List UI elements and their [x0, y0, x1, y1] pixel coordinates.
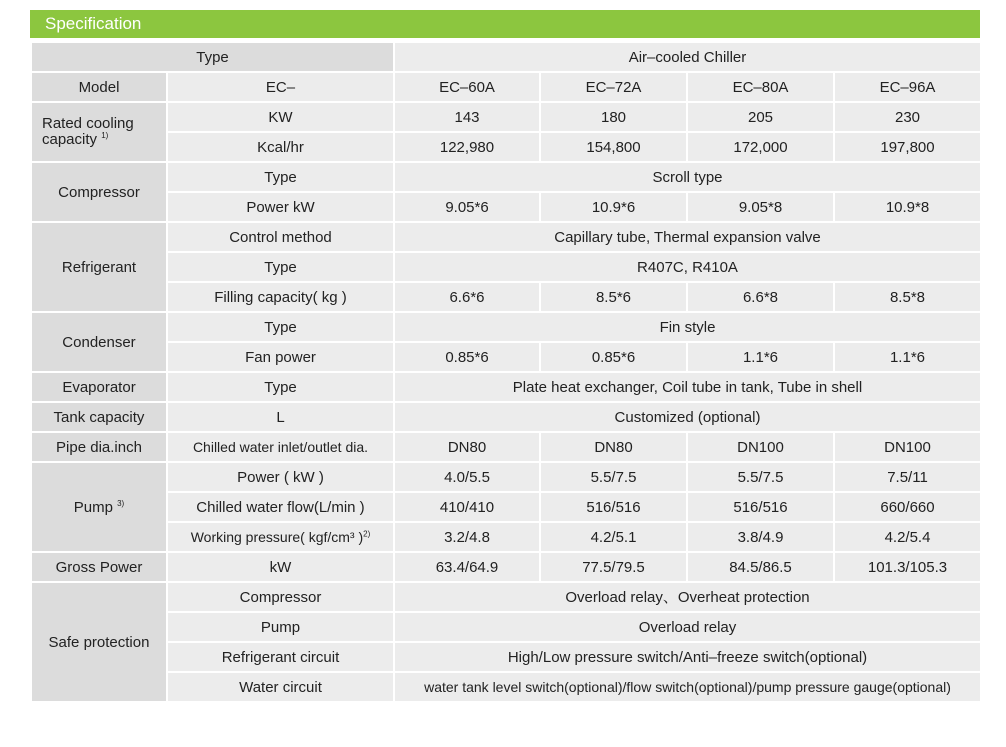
pipe-value: DN80 [394, 432, 540, 462]
table-row-evaporator [31, 372, 981, 402]
gross-power-value: 101.3/105.3 [834, 552, 981, 582]
table-row-safe-refrigerant [31, 642, 981, 672]
table-row-condenser-type [31, 312, 981, 342]
refrigerant-filling-value: 6.6*6 [394, 282, 540, 312]
gross-power-value: 63.4/64.9 [394, 552, 540, 582]
table-row-safe-water [31, 672, 981, 702]
pump-flow-value: 516/516 [687, 492, 834, 522]
gross-power-unit: kW [167, 552, 394, 582]
footnote-marker: 3) [117, 498, 125, 508]
model-value: EC–72A [540, 72, 687, 102]
table-row-compressor-type [31, 162, 981, 192]
tank-unit: L [167, 402, 394, 432]
safe-water-label: Water circuit [167, 672, 394, 702]
cooling-kcal-unit: Kcal/hr [167, 132, 394, 162]
table-row-type [31, 42, 981, 72]
table-row-gross-power [31, 552, 981, 582]
safe-compressor-value: Overload relay、Overheat protection [394, 582, 981, 612]
table-row-model [31, 72, 981, 102]
refrigerant-type-label: Type [167, 252, 394, 282]
row-label-pipe: Pipe dia.inch [31, 432, 167, 462]
table-row-refrigerant-control [31, 222, 981, 252]
safe-refrigerant-value: High/Low pressure switch/Anti–freeze switch(optional) [394, 642, 981, 672]
specification-table [30, 41, 982, 703]
compressor-power-value: 10.9*6 [540, 192, 687, 222]
section-title: Specification [45, 14, 142, 33]
condenser-type-label: Type [167, 312, 394, 342]
rated-cooling-label: Rated cooling capacity [42, 115, 134, 148]
pump-power-value: 5.5/7.5 [687, 462, 834, 492]
cooling-kw-value: 143 [394, 102, 540, 132]
condenser-type-value: Fin style [394, 312, 981, 342]
pump-power-label: Power ( kW ) [167, 462, 394, 492]
cooling-kcal-value: 154,800 [540, 132, 687, 162]
cooling-kcal-value: 122,980 [394, 132, 540, 162]
row-label-safe-protection: Safe protection [31, 582, 167, 702]
row-label-type: Type [31, 42, 394, 72]
table-row-refrigerant-type [31, 252, 981, 282]
table-row-condenser-fan [31, 342, 981, 372]
pump-pressure-label [167, 522, 394, 552]
safe-pump-label: Pump [167, 612, 394, 642]
table-row-safe-pump [31, 612, 981, 642]
model-value: EC–96A [834, 72, 981, 102]
compressor-power-label: Power kW [167, 192, 394, 222]
table-row-refrigerant-filling [31, 282, 981, 312]
pump-power-value: 7.5/11 [834, 462, 981, 492]
pump-power-value: 5.5/7.5 [540, 462, 687, 492]
pump-label: Pump [73, 498, 113, 516]
row-label-model: Model [31, 72, 167, 102]
model-unit: EC– [167, 72, 394, 102]
cooling-kcal-value: 197,800 [834, 132, 981, 162]
gross-power-value: 84.5/86.5 [687, 552, 834, 582]
pump-pressure-value: 3.2/4.8 [394, 522, 540, 552]
refrigerant-filling-label: Filling capacity( kg ) [167, 282, 394, 312]
row-label-refrigerant: Refrigerant [31, 222, 167, 312]
row-label-pump [31, 462, 167, 552]
table-row-pump-power [31, 462, 981, 492]
tank-value: Customized (optional) [394, 402, 981, 432]
pipe-value: DN100 [834, 432, 981, 462]
condenser-fan-value: 0.85*6 [540, 342, 687, 372]
cooling-kw-value: 180 [540, 102, 687, 132]
row-label-condenser: Condenser [31, 312, 167, 372]
pump-pressure-value: 4.2/5.1 [540, 522, 687, 552]
condenser-fan-value: 0.85*6 [394, 342, 540, 372]
cooling-kw-unit: KW [167, 102, 394, 132]
row-label-tank: Tank capacity [31, 402, 167, 432]
table-row-pump-flow [31, 492, 981, 522]
row-label-rated-cooling [31, 102, 167, 162]
table-row-cooling-kcal [31, 132, 981, 162]
refrigerant-control-label: Control method [167, 222, 394, 252]
value-type: Air–cooled Chiller [394, 42, 981, 72]
safe-refrigerant-label: Refrigerant circuit [167, 642, 394, 672]
pump-flow-value: 410/410 [394, 492, 540, 522]
table-row-pump-pressure [31, 522, 981, 552]
pipe-sub-label: Chilled water inlet/outlet dia. [167, 432, 394, 462]
pump-pressure-text: Working pressure( kgf/cm³ ) [190, 528, 364, 545]
compressor-power-value: 9.05*6 [394, 192, 540, 222]
compressor-power-value: 10.9*8 [834, 192, 981, 222]
safe-compressor-label: Compressor [167, 582, 394, 612]
table-row-pipe [31, 432, 981, 462]
evaporator-type-value: Plate heat exchanger, Coil tube in tank, Tube in shell [394, 372, 981, 402]
row-label-gross-power: Gross Power [31, 552, 167, 582]
compressor-type-value: Scroll type [394, 162, 981, 192]
compressor-power-value: 9.05*8 [687, 192, 834, 222]
pump-pressure-value: 3.8/4.9 [687, 522, 834, 552]
compressor-type-label: Type [167, 162, 394, 192]
pump-flow-label: Chilled water flow(L/min ) [167, 492, 394, 522]
safe-water-value: water tank level switch(optional)/flow switch(optional)/pump pressure gauge(optional) [394, 672, 981, 702]
refrigerant-type-value: R407C, R410A [394, 252, 981, 282]
condenser-fan-value: 1.1*6 [834, 342, 981, 372]
evaporator-type-label: Type [167, 372, 394, 402]
cooling-kcal-value: 172,000 [687, 132, 834, 162]
model-value: EC–60A [394, 72, 540, 102]
condenser-fan-value: 1.1*6 [687, 342, 834, 372]
table-row-cooling-kw [31, 102, 981, 132]
pump-power-value: 4.0/5.5 [394, 462, 540, 492]
cooling-kw-value: 230 [834, 102, 981, 132]
pump-flow-value: 516/516 [540, 492, 687, 522]
safe-pump-value: Overload relay [394, 612, 981, 642]
table-row-compressor-power [31, 192, 981, 222]
refrigerant-filling-value: 6.6*8 [687, 282, 834, 312]
pump-flow-value: 660/660 [834, 492, 981, 522]
model-value: EC–80A [687, 72, 834, 102]
cooling-kw-value: 205 [687, 102, 834, 132]
pump-pressure-value: 4.2/5.4 [834, 522, 981, 552]
pipe-value: DN100 [687, 432, 834, 462]
table-row-tank [31, 402, 981, 432]
section-header [30, 10, 980, 38]
table-row-safe-compressor [31, 582, 981, 612]
row-label-compressor: Compressor [31, 162, 167, 222]
footnote-marker: 1) [101, 131, 109, 140]
gross-power-value: 77.5/79.5 [540, 552, 687, 582]
condenser-fan-label: Fan power [167, 342, 394, 372]
refrigerant-filling-value: 8.5*6 [540, 282, 687, 312]
row-label-evaporator: Evaporator [31, 372, 167, 402]
refrigerant-filling-value: 8.5*8 [834, 282, 981, 312]
refrigerant-control-value: Capillary tube, Thermal expansion valve [394, 222, 981, 252]
footnote-marker: 2) [363, 528, 371, 538]
pipe-value: DN80 [540, 432, 687, 462]
